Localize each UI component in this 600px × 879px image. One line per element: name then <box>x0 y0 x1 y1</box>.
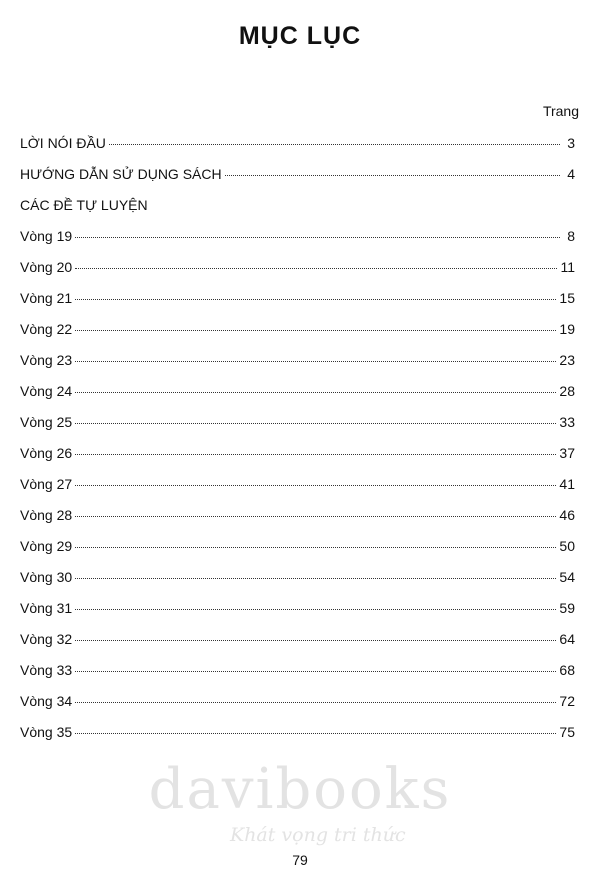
toc-entry-label: Vòng 33 <box>20 662 73 678</box>
toc-entry-page: 15 <box>559 290 575 306</box>
toc-entry[interactable] <box>20 627 575 658</box>
toc-entry[interactable] <box>20 689 575 720</box>
toc-entry-page: 19 <box>559 321 575 337</box>
toc-entry-page: 75 <box>559 724 575 740</box>
toc-entry-page: 64 <box>559 631 575 647</box>
toc-entry-label: Vòng 29 <box>20 538 73 554</box>
dot-leader <box>75 578 556 579</box>
dot-leader <box>225 175 560 176</box>
toc-entry-label: Vòng 22 <box>20 321 73 337</box>
toc-entry-label: Vòng 20 <box>20 259 73 275</box>
toc-entry-label: Vòng 19 <box>20 228 73 244</box>
dot-leader <box>75 330 556 331</box>
dot-leader <box>75 609 556 610</box>
dot-leader <box>75 671 556 672</box>
toc-entry-page: 72 <box>559 693 575 709</box>
toc-entry[interactable] <box>20 286 575 317</box>
toc-entry-label: Vòng 31 <box>20 600 73 616</box>
toc-entry-page: 28 <box>559 383 575 399</box>
toc-entry[interactable] <box>20 534 575 565</box>
page-number: 79 <box>292 852 308 868</box>
dot-leader <box>75 237 560 238</box>
toc-entry[interactable] <box>20 317 575 348</box>
dot-leader <box>75 392 556 393</box>
toc-entry-label: Vòng 32 <box>20 631 73 647</box>
dot-leader <box>75 361 556 362</box>
toc-entry-page: 54 <box>559 569 575 585</box>
toc-entry-label: Vòng 21 <box>20 290 73 306</box>
dot-leader <box>75 268 557 269</box>
toc-entry[interactable] <box>20 503 575 534</box>
toc-entry-label: Vòng 35 <box>20 724 73 740</box>
toc-entry[interactable] <box>20 658 575 689</box>
watermark-slogan: Khát vọng tri thức <box>230 824 406 846</box>
toc-entry-front-matter-2[interactable] <box>20 162 575 193</box>
toc-entry-page: 8 <box>567 228 575 244</box>
toc-entry-label: Vòng 24 <box>20 383 73 399</box>
toc-entry-label: LỜI NÓI ĐẦU <box>20 135 106 151</box>
toc-entry-page: 59 <box>559 600 575 616</box>
toc-entry[interactable] <box>20 410 575 441</box>
toc-entry-page: 33 <box>559 414 575 430</box>
section-heading: CÁC ĐỀ TỰ LUYỆN <box>20 197 148 213</box>
dot-leader <box>75 299 556 300</box>
toc-entry-page: 3 <box>567 135 575 151</box>
toc-entry-page: 68 <box>559 662 575 678</box>
toc-entry-page: 50 <box>559 538 575 554</box>
toc-entry[interactable] <box>20 379 575 410</box>
toc-entry-front-matter-1[interactable] <box>20 131 575 162</box>
dot-leader <box>109 144 560 145</box>
toc-entry-page: 4 <box>567 166 575 182</box>
dot-leader <box>75 640 556 641</box>
dot-leader <box>75 454 556 455</box>
toc-entry[interactable] <box>20 565 575 596</box>
toc-entry-page: 41 <box>559 476 575 492</box>
toc-entry-label: Vòng 30 <box>20 569 73 585</box>
dot-leader <box>75 516 556 517</box>
toc-entry-page: 46 <box>559 507 575 523</box>
dot-leader <box>75 733 556 734</box>
watermark-logo: davibooks <box>148 757 452 822</box>
toc-entry-label: Vòng 34 <box>20 693 73 709</box>
toc-entry-label: Vòng 23 <box>20 352 73 368</box>
dot-leader <box>75 423 556 424</box>
toc-entry-page: 37 <box>559 445 575 461</box>
toc-entry[interactable] <box>20 441 575 472</box>
toc-entry[interactable] <box>20 224 575 255</box>
toc-entry-label: Vòng 25 <box>20 414 73 430</box>
page-title: MỤC LỤC <box>238 22 362 50</box>
toc-entry[interactable] <box>20 472 575 503</box>
toc-entry[interactable] <box>20 348 575 379</box>
toc-entry[interactable] <box>20 255 575 286</box>
dot-leader <box>75 485 556 486</box>
dot-leader <box>75 547 556 548</box>
dot-leader <box>75 702 556 703</box>
toc-entry[interactable] <box>20 720 575 751</box>
toc-entry-label: Vòng 26 <box>20 445 73 461</box>
toc-entries-list <box>20 224 575 751</box>
toc-entry-label: Vòng 27 <box>20 476 73 492</box>
page-column-label: Trang <box>542 103 579 119</box>
toc-entry-label: HƯỚNG DẪN SỬ DỤNG SÁCH <box>20 166 222 182</box>
toc-entry-label: Vòng 28 <box>20 507 73 523</box>
toc-entry-page: 23 <box>559 352 575 368</box>
toc-entry-page: 11 <box>560 259 575 275</box>
table-of-contents <box>20 131 575 751</box>
toc-entry[interactable] <box>20 596 575 627</box>
